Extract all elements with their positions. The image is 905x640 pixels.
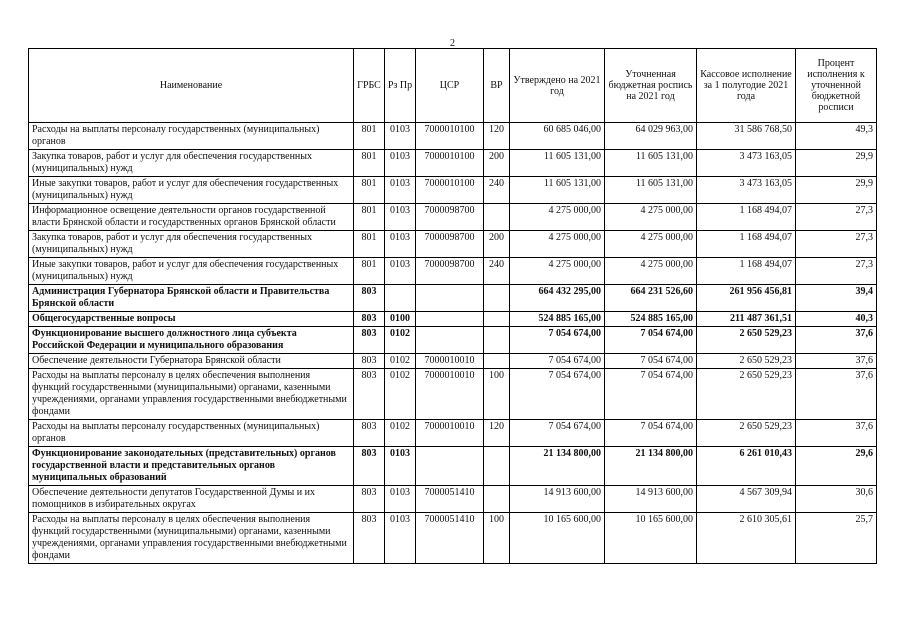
row-grbs: 803 xyxy=(354,369,385,420)
row-percent: 37,6 xyxy=(796,354,877,369)
row-rzpr: 0103 xyxy=(385,150,416,177)
row-cash: 4 567 309,94 xyxy=(697,486,796,513)
row-rzpr: 0103 xyxy=(385,513,416,564)
row-grbs: 803 xyxy=(354,354,385,369)
row-vr xyxy=(484,447,510,486)
col-approved-header: Утверждено на 2021 год xyxy=(510,49,605,123)
row-cash: 2 650 529,23 xyxy=(697,354,796,369)
row-csr: 7000010010 xyxy=(416,420,484,447)
row-csr: 7000010100 xyxy=(416,150,484,177)
row-grbs: 803 xyxy=(354,486,385,513)
row-grbs: 801 xyxy=(354,231,385,258)
table-row xyxy=(29,204,877,231)
row-approved: 4 275 000,00 xyxy=(510,231,605,258)
row-cash: 3 473 163,05 xyxy=(697,150,796,177)
row-percent: 37,6 xyxy=(796,327,877,354)
row-rzpr: 0103 xyxy=(385,231,416,258)
row-vr xyxy=(484,486,510,513)
row-revised: 11 605 131,00 xyxy=(605,150,697,177)
row-percent: 27,3 xyxy=(796,258,877,285)
row-name: Иные закупки товаров, работ и услуг для обеспечения государственных (муниципальных) нужд xyxy=(29,177,354,204)
row-revised: 64 029 963,00 xyxy=(605,123,697,150)
table-row xyxy=(29,312,877,327)
row-revised: 10 165 600,00 xyxy=(605,513,697,564)
row-approved: 14 913 600,00 xyxy=(510,486,605,513)
row-percent: 27,3 xyxy=(796,231,877,258)
row-revised: 4 275 000,00 xyxy=(605,204,697,231)
row-csr xyxy=(416,285,484,312)
row-cash: 2 650 529,23 xyxy=(697,327,796,354)
row-percent: 29,9 xyxy=(796,150,877,177)
row-cash: 2 650 529,23 xyxy=(697,420,796,447)
row-vr: 240 xyxy=(484,177,510,204)
row-rzpr: 0103 xyxy=(385,258,416,285)
row-approved: 4 275 000,00 xyxy=(510,204,605,231)
row-grbs: 801 xyxy=(354,150,385,177)
row-grbs: 803 xyxy=(354,420,385,447)
row-name: Функционирование законодательных (представительных) органов государственной власти и представительных органов муниципальных образований xyxy=(29,447,354,486)
row-percent: 37,6 xyxy=(796,420,877,447)
row-csr xyxy=(416,312,484,327)
row-grbs: 803 xyxy=(354,312,385,327)
row-name: Расходы на выплаты персоналу в целях обеспечения выполнения функций государственными (муниципальными) органами, казенными учреждениями, органами управления государственными внебюджетными фондами xyxy=(29,369,354,420)
row-percent: 37,6 xyxy=(796,369,877,420)
row-vr xyxy=(484,354,510,369)
row-vr: 200 xyxy=(484,150,510,177)
row-approved: 10 165 600,00 xyxy=(510,513,605,564)
row-name: Функционирование высшего должностного лица субъекта Российской Федерации и муниципального образования xyxy=(29,327,354,354)
row-cash: 2 650 529,23 xyxy=(697,369,796,420)
row-name: Общегосударственные вопросы xyxy=(29,312,354,327)
row-percent: 49,3 xyxy=(796,123,877,150)
table-row xyxy=(29,486,877,513)
row-name: Закупка товаров, работ и услуг для обеспечения государственных (муниципальных) нужд xyxy=(29,231,354,258)
row-percent: 39,4 xyxy=(796,285,877,312)
row-grbs: 801 xyxy=(354,177,385,204)
table-row xyxy=(29,285,877,312)
page-number: 2 xyxy=(450,38,455,49)
row-percent: 29,9 xyxy=(796,177,877,204)
row-approved: 11 605 131,00 xyxy=(510,150,605,177)
row-approved: 524 885 165,00 xyxy=(510,312,605,327)
row-approved: 4 275 000,00 xyxy=(510,258,605,285)
table-body xyxy=(29,123,877,564)
row-cash: 1 168 494,07 xyxy=(697,231,796,258)
row-revised: 7 054 674,00 xyxy=(605,420,697,447)
row-csr: 7000010010 xyxy=(416,354,484,369)
row-cash: 261 956 456,81 xyxy=(697,285,796,312)
row-rzpr: 0102 xyxy=(385,327,416,354)
row-cash: 211 487 361,51 xyxy=(697,312,796,327)
row-name: Обеспечение деятельности Губернатора Брянской области xyxy=(29,354,354,369)
row-rzpr xyxy=(385,285,416,312)
row-rzpr: 0100 xyxy=(385,312,416,327)
row-revised: 524 885 165,00 xyxy=(605,312,697,327)
row-rzpr: 0103 xyxy=(385,123,416,150)
row-percent: 40,3 xyxy=(796,312,877,327)
row-percent: 30,6 xyxy=(796,486,877,513)
row-csr: 7000010100 xyxy=(416,123,484,150)
row-revised: 664 231 526,60 xyxy=(605,285,697,312)
table-row xyxy=(29,231,877,258)
row-approved: 60 685 046,00 xyxy=(510,123,605,150)
row-csr: 7000098700 xyxy=(416,231,484,258)
row-name: Обеспечение деятельности депутатов Государственной Думы и их помощников в избирательных округах xyxy=(29,486,354,513)
row-rzpr: 0103 xyxy=(385,486,416,513)
row-vr xyxy=(484,204,510,231)
col-vr-header: ВР xyxy=(484,49,510,123)
row-csr: 7000051410 xyxy=(416,486,484,513)
table-row xyxy=(29,150,877,177)
row-vr: 120 xyxy=(484,123,510,150)
row-name: Расходы на выплаты персоналу государственных (муниципальных) органов xyxy=(29,123,354,150)
row-vr xyxy=(484,312,510,327)
col-revised-header: Уточненная бюджетная роспись на 2021 год xyxy=(605,49,697,123)
row-vr xyxy=(484,285,510,312)
table-row xyxy=(29,354,877,369)
table-row xyxy=(29,369,877,420)
budget-table xyxy=(28,48,877,564)
row-rzpr: 0103 xyxy=(385,447,416,486)
row-name: Иные закупки товаров, работ и услуг для обеспечения государственных (муниципальных) нужд xyxy=(29,258,354,285)
row-csr xyxy=(416,327,484,354)
col-csr-header: ЦСР xyxy=(416,49,484,123)
col-percent-header: Процент исполнения к уточненной бюджетной росписи xyxy=(796,49,877,123)
row-grbs: 801 xyxy=(354,204,385,231)
table-row xyxy=(29,177,877,204)
row-rzpr: 0102 xyxy=(385,420,416,447)
row-revised: 14 913 600,00 xyxy=(605,486,697,513)
row-cash: 31 586 768,50 xyxy=(697,123,796,150)
row-name: Расходы на выплаты персоналу государственных (муниципальных) органов xyxy=(29,420,354,447)
row-grbs: 803 xyxy=(354,285,385,312)
row-vr: 200 xyxy=(484,231,510,258)
table-row xyxy=(29,513,877,564)
row-revised: 7 054 674,00 xyxy=(605,354,697,369)
row-vr: 100 xyxy=(484,513,510,564)
row-cash: 6 261 010,43 xyxy=(697,447,796,486)
table-row xyxy=(29,327,877,354)
row-rzpr: 0103 xyxy=(385,177,416,204)
row-vr: 240 xyxy=(484,258,510,285)
row-csr: 7000010010 xyxy=(416,369,484,420)
row-vr: 120 xyxy=(484,420,510,447)
row-name: Закупка товаров, работ и услуг для обеспечения государственных (муниципальных) нужд xyxy=(29,150,354,177)
row-revised: 11 605 131,00 xyxy=(605,177,697,204)
row-csr: 7000051410 xyxy=(416,513,484,564)
row-cash: 1 168 494,07 xyxy=(697,204,796,231)
row-cash: 3 473 163,05 xyxy=(697,177,796,204)
row-csr: 7000098700 xyxy=(416,204,484,231)
table-row xyxy=(29,420,877,447)
row-percent: 27,3 xyxy=(796,204,877,231)
row-revised: 7 054 674,00 xyxy=(605,369,697,420)
row-rzpr: 0103 xyxy=(385,204,416,231)
row-revised: 4 275 000,00 xyxy=(605,258,697,285)
row-approved: 664 432 295,00 xyxy=(510,285,605,312)
row-percent: 29,6 xyxy=(796,447,877,486)
row-rzpr: 0102 xyxy=(385,354,416,369)
row-grbs: 803 xyxy=(354,447,385,486)
row-approved: 21 134 800,00 xyxy=(510,447,605,486)
row-rzpr: 0102 xyxy=(385,369,416,420)
col-cash-header: Кассовое исполнение за 1 полугодие 2021 года xyxy=(697,49,796,123)
row-vr: 100 xyxy=(484,369,510,420)
row-cash: 2 610 305,61 xyxy=(697,513,796,564)
row-grbs: 803 xyxy=(354,513,385,564)
row-name: Расходы на выплаты персоналу в целях обеспечения выполнения функций государственными (муниципальными) органами, казенными учреждениями, органами управления государственными внебюджетными фондами xyxy=(29,513,354,564)
row-approved: 11 605 131,00 xyxy=(510,177,605,204)
table-row xyxy=(29,123,877,150)
row-grbs: 801 xyxy=(354,258,385,285)
row-approved: 7 054 674,00 xyxy=(510,420,605,447)
row-csr: 7000010100 xyxy=(416,177,484,204)
row-percent: 25,7 xyxy=(796,513,877,564)
row-csr xyxy=(416,447,484,486)
col-rzpr-header: Рз Пр xyxy=(385,49,416,123)
table-row xyxy=(29,447,877,486)
header-row xyxy=(29,49,877,123)
row-revised: 4 275 000,00 xyxy=(605,231,697,258)
row-grbs: 803 xyxy=(354,327,385,354)
col-name-header: Наименование xyxy=(29,49,354,123)
row-csr: 7000098700 xyxy=(416,258,484,285)
row-name: Информационное освещение деятельности органов государственной власти Брянской области и государственных органов Брянской области xyxy=(29,204,354,231)
row-vr xyxy=(484,327,510,354)
col-grbs-header: ГРБС xyxy=(354,49,385,123)
row-approved: 7 054 674,00 xyxy=(510,354,605,369)
row-grbs: 801 xyxy=(354,123,385,150)
row-approved: 7 054 674,00 xyxy=(510,369,605,420)
row-revised: 21 134 800,00 xyxy=(605,447,697,486)
row-name: Администрация Губернатора Брянской области и Правительства Брянской области xyxy=(29,285,354,312)
table-row xyxy=(29,258,877,285)
row-cash: 1 168 494,07 xyxy=(697,258,796,285)
row-approved: 7 054 674,00 xyxy=(510,327,605,354)
row-revised: 7 054 674,00 xyxy=(605,327,697,354)
